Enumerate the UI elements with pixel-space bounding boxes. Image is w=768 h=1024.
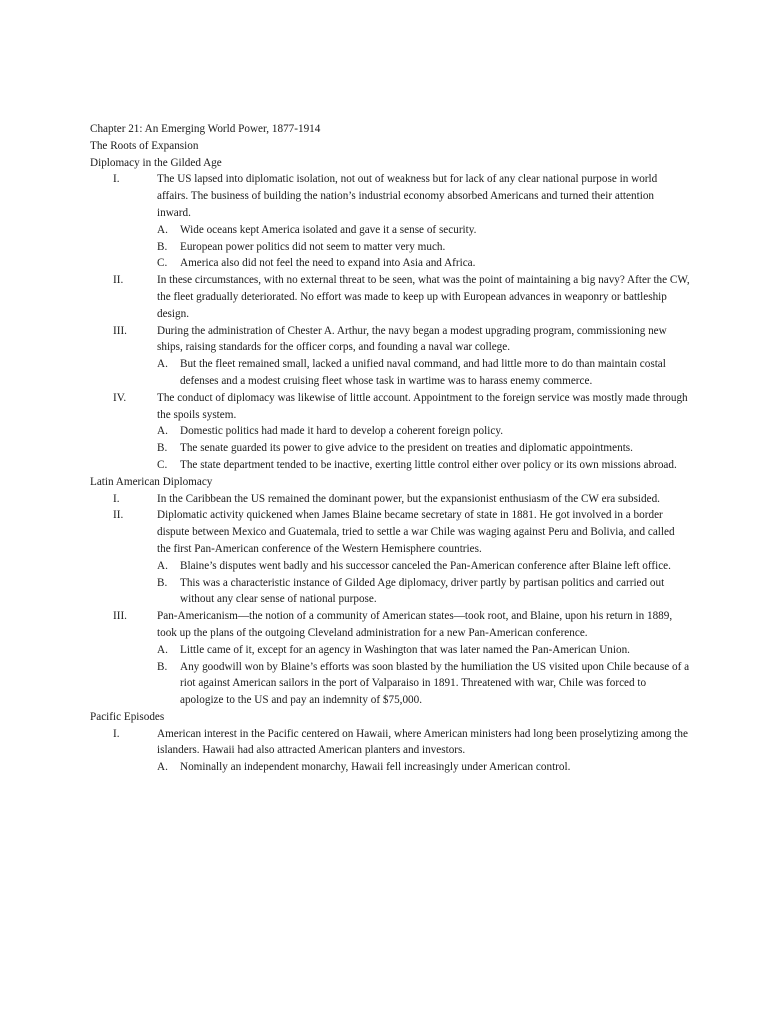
outline-subitem-text: Little came of it, except for an agency in Washington that was later named the Pan-American Union. xyxy=(180,643,630,656)
outline-subitem-text: America also did not feel the need to expand into Asia and Africa. xyxy=(180,257,476,270)
letter-marker: A. xyxy=(157,425,168,438)
outline-subitem-text: Nominally an independent monarchy, Hawaii fell increasingly under American control. xyxy=(180,761,571,774)
outline-subitem xyxy=(90,558,690,575)
subsection-heading: Diplomacy in the Gilded Age xyxy=(90,156,222,169)
outline-subitem-text: Blaine’s disputes went badly and his successor canceled the Pan-American conference after Blaine left office. xyxy=(180,559,671,572)
outline-item xyxy=(90,608,690,642)
outline-subitem xyxy=(90,759,690,776)
outline-subitem-text: Wide oceans kept America isolated and gave it a sense of security. xyxy=(180,223,477,236)
letter-marker: A. xyxy=(157,643,168,656)
section-title: The Roots of Expansion xyxy=(90,139,199,152)
roman-numeral: I. xyxy=(113,727,120,740)
outline-item-text: Pan-Americanism—the notion of a community of American states—took root, and Blaine, upon his return in 1889, took up the plans of the outgoing Cleveland administration for a new Pan-American conference. xyxy=(157,610,673,639)
letter-marker: B. xyxy=(157,240,168,253)
roman-numeral: II. xyxy=(113,509,124,522)
outline-item-text: The conduct of diplomacy was likewise of little account. Appointment to the foreign service was mostly made through the spoils system. xyxy=(157,391,688,421)
outline-subitem xyxy=(90,575,690,609)
outline-item-text: In the Caribbean the US remained the dominant power, but the expansionist enthusiasm of the CW era subsided. xyxy=(157,492,660,505)
outline-item xyxy=(90,507,690,557)
letter-marker: B. xyxy=(157,576,168,589)
outline-subitem-text: European power politics did not seem to matter very much. xyxy=(180,240,446,253)
roman-numeral: IV. xyxy=(113,391,127,404)
outline-subitem xyxy=(90,356,690,390)
outline-item-text: In these circumstances, with no external threat to be seen, what was the point of maintaining a big navy? After the CW, the fleet gradually deteriorated. No effort was made to keep up with European advances in weaponry or battleship design. xyxy=(157,274,690,320)
outline-item xyxy=(90,390,690,424)
roman-numeral: III. xyxy=(113,610,127,623)
outline-subitem xyxy=(90,440,690,457)
chapter-title: Chapter 21: An Emerging World Power, 1877-1914 xyxy=(90,123,321,135)
roman-numeral: I. xyxy=(113,173,120,186)
outline-item-text: The US lapsed into diplomatic isolation, not out of weakness but for lack of any clear national purpose in world affairs. The business of building the nation’s industrial economy absorbed Americans and turned their attention inward. xyxy=(157,173,658,219)
outline-item xyxy=(90,491,690,508)
outline-subitem xyxy=(90,457,690,474)
outline-item-text: During the administration of Chester A. Arthur, the navy began a modest upgrading program, commissioning new ships, raising standards for the officer corps, and founding a naval war college. xyxy=(157,324,667,354)
letter-marker: A. xyxy=(157,223,168,236)
outline-subitem xyxy=(90,222,690,239)
outline-subitem xyxy=(90,642,690,659)
outline-item xyxy=(90,726,690,760)
outline-item-text: American interest in the Pacific centered on Hawaii, where American ministers had long been proselytizing among the islanders. Hawaii had also attracted American planters and investors. xyxy=(157,727,688,757)
subsection-heading: Latin American Diplomacy xyxy=(90,475,213,488)
letter-marker: B. xyxy=(157,442,168,455)
roman-numeral: III. xyxy=(113,324,127,337)
outline-subitem-text: The senate guarded its power to give advice to the president on treaties and diplomatic appointments. xyxy=(180,442,633,455)
outline-item xyxy=(90,272,690,322)
outline-item-text: Diplomatic activity quickened when James Blaine became secretary of state in 1881. He got involved in a border dispute between Mexico and Guatemala, tried to settle a war Chile was waging against Peru and Bolivia, and called the first Pan-American conference of the Western Hemisphere countries. xyxy=(157,509,675,555)
letter-marker: C. xyxy=(157,257,168,270)
letter-marker: A. xyxy=(157,358,168,371)
outline-subitem xyxy=(90,659,690,709)
outline-subitem-text: This was a characteristic instance of Gilded Age diplomacy, driver partly by partisan politics and carried out without any clear sense of national purpose. xyxy=(180,576,665,606)
document-page xyxy=(90,121,690,776)
outline-item xyxy=(90,171,690,221)
outline-subitem xyxy=(90,423,690,440)
outline-subitem xyxy=(90,239,690,256)
roman-numeral: I. xyxy=(113,492,120,505)
roman-numeral: II. xyxy=(113,274,124,287)
subsection-heading: Pacific Episodes xyxy=(90,710,165,723)
outline-subitem-text: But the fleet remained small, lacked a unified naval command, and had little more to do than maintain costal defenses and a modest cruising fleet whose task in wartime was to harass enemy commerce. xyxy=(180,358,666,387)
outline-subitem xyxy=(90,255,690,272)
letter-marker: A. xyxy=(157,559,168,572)
outline-subitem-text: Domestic politics had made it hard to develop a coherent foreign policy. xyxy=(180,425,503,438)
outline-subitem-text: The state department tended to be inactive, exerting little control either over policy or its own missions abroad. xyxy=(180,458,677,471)
outline-subitem-text: Any goodwill won by Blaine’s efforts was soon blasted by the humiliation the US visited upon Chile because of a riot against American sailors in the port of Valparaiso in 1891. Threatened with war, Chile was forced to apologize to the US and pay an indemnity of $75,000. xyxy=(180,660,690,707)
letter-marker: C. xyxy=(157,458,168,471)
letter-marker: A. xyxy=(157,761,168,774)
letter-marker: B. xyxy=(157,660,168,673)
outline-item xyxy=(90,323,690,357)
outline-body xyxy=(90,155,690,776)
